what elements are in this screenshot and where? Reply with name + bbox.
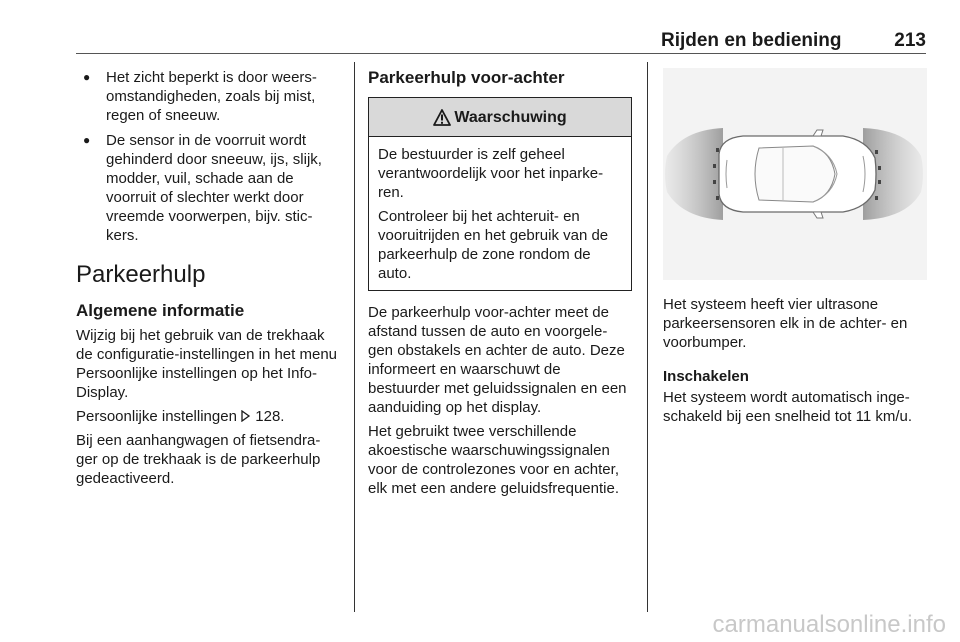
reference-page[interactable]: 128. [255,408,285,425]
page-reference-arrow-icon [241,410,251,422]
page-number: 213 [894,30,926,51]
bullet-list [76,68,342,245]
warning-triangle-icon [433,109,451,126]
header-rule [76,53,926,54]
paragraph: Bij een aanhangwagen of fietsendra-ger op de trekhaak is de parkeerhulp gedeactiveerd. [76,432,321,487]
column-3 [663,68,927,431]
warning-text: Controleer bij het achteruit- en vooruitrijden en het gebruik van de parkeerhulp de zone rondom de auto. [378,208,609,282]
bullet-item-1: ● Het zicht beperkt is door weers-omstandigheden, zoals bij mist, regen of sneeuw. [76,68,342,125]
bullet-item-2: ● De sensor in de voorruit wordt gehinderd door sneeuw, ijs, slijk, modder, vuil, schade aan de voorruit of slechter werkt door vreemde voorwerpen, bijv. stic-kers. [76,131,342,245]
paragraph: De parkeerhulp voor-achter meet de afstand tussen de auto en voorgele-gen obstakels en achter de auto. Deze informeert en waarschuwt de bestuurder met geluidssignalen en een aanduiding op het display. [368,304,627,416]
column-divider-1 [354,62,355,612]
subsection-title: Inschakelen [663,368,749,385]
subsection-title: Parkeerhulp voor-achter [368,68,565,87]
watermark: carmanualsonline.info [712,611,946,638]
header-chapter: Rijden en bediening [660,30,842,51]
reference-text: Persoonlijke instellingen [76,408,237,425]
subsection-title: Algemene informatie [76,301,245,320]
car-sensor-zones-illustration [663,68,927,280]
column-divider-2 [647,62,648,612]
paragraph: Het gebruikt twee verschillende akoestische waarschuwingssignalen voor de controlezones voor en achter, elk met een andere geluidsfrequentie. [368,423,620,497]
parking-sensor-figure [663,68,927,280]
column-2 [368,67,632,503]
page-reference [76,407,342,426]
warning-text: De bestuurder is zelf geheel verantwoordelijk voor het inparke-ren. [378,146,604,201]
warning-body [369,137,631,290]
warning-title: Waarschuwing [454,108,567,126]
warning-header [369,98,631,137]
header-title [661,30,926,52]
paragraph: Het systeem heeft vier ultrasone parkeersensoren elk in de achter- en voorbumper. [663,296,908,351]
section-title: Parkeerhulp [76,261,206,288]
column-1 [76,68,342,493]
paragraph: Het systeem wordt automatisch inge-schakeld bij een snelheid tot 11 km/u. [663,389,913,425]
paragraph: Wijzig bij het gebruik van de trekhaak de configuratie-instellingen in het menu Persoonlijke instellingen op het Info-Display. [76,327,337,401]
warning-box [368,97,632,291]
